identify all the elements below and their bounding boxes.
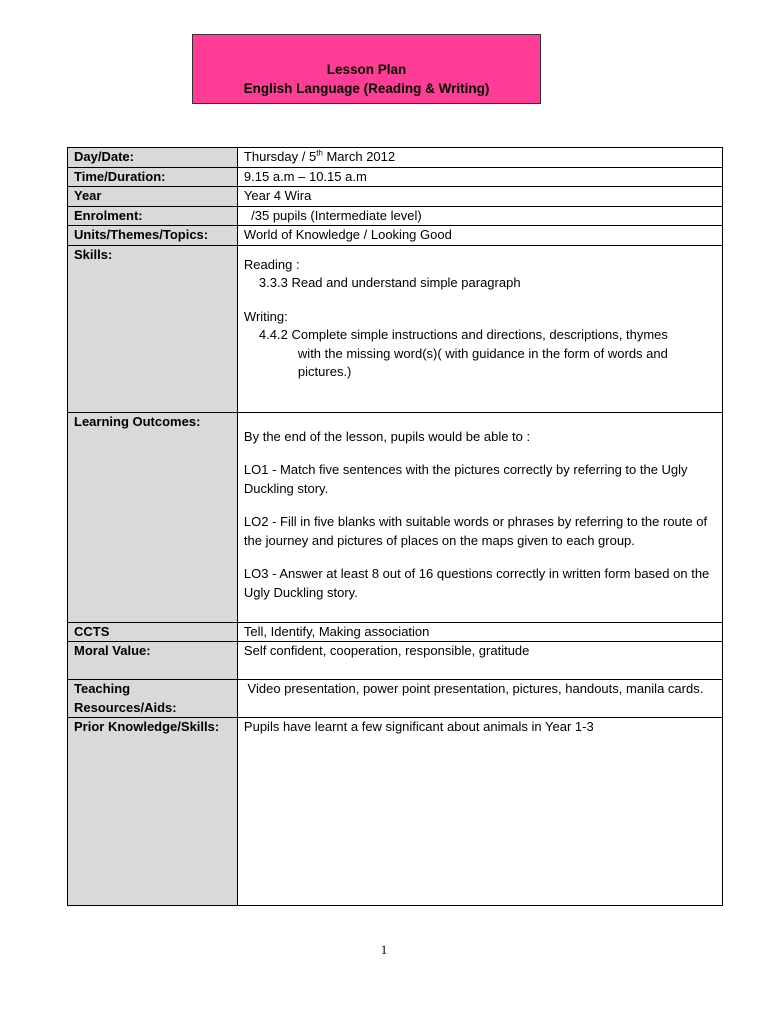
learning-outcome-3: LO3 - Answer at least 8 out of 16 questions correctly in written form based on the Ugly Duckling story. (243, 566, 710, 600)
teaching-resources-label-line2: Resources/Aids: (74, 699, 177, 715)
skills-writing-item-line2: with the missing word(s)( with guidance in the form of words and (297, 345, 668, 361)
row-learning-outcomes (68, 412, 723, 622)
row-units (68, 226, 723, 246)
label-day-date: Day/Date: (68, 148, 238, 168)
label-enrolment: Enrolment: (68, 206, 238, 226)
day-date-text: Thursday / 5 (243, 149, 317, 164)
skills-writing-heading: Writing: (243, 308, 288, 324)
lesson-plan-table (67, 147, 723, 906)
lesson-plan-title-box (192, 34, 541, 104)
value-teaching-resources: Video presentation, power point presentation, pictures, handouts, manila cards. (237, 680, 722, 718)
row-year (68, 187, 723, 207)
label-year: Year (68, 187, 238, 207)
label-units: Units/Themes/Topics: (68, 226, 238, 246)
value-ccts: Tell, Identify, Making association (237, 622, 722, 642)
row-moral-value (68, 642, 723, 680)
row-day-date (68, 148, 723, 168)
row-skills (68, 245, 723, 412)
day-date-ordinal: th (316, 148, 323, 158)
skills-reading-heading: Reading : (243, 256, 300, 272)
teaching-resources-label-line1: Teaching (74, 681, 131, 696)
label-skills: Skills: (68, 245, 238, 412)
value-learning-outcomes (237, 412, 722, 622)
label-learning-outcomes: Learning Outcomes: (68, 412, 238, 622)
value-skills (237, 245, 722, 412)
document-subtitle: English Language (Reading & Writing) (243, 81, 490, 96)
value-year: Year 4 Wira (237, 187, 722, 207)
value-prior-knowledge: Pupils have learnt a few significant about animals in Year 1-3 (237, 718, 722, 906)
row-teaching-resources (68, 680, 723, 718)
label-time-duration: Time/Duration: (68, 167, 238, 187)
label-teaching-resources (68, 680, 238, 718)
page-number: 1 (380, 942, 388, 957)
learning-outcome-1: LO1 - Match five sentences with the pictures correctly by referring to the Ugly Duckling story. (243, 462, 688, 496)
skills-writing-item-line1: 4.4.2 Complete simple instructions and directions, descriptions, thymes (258, 327, 668, 342)
learning-outcome-2: LO2 - Fill in five blanks with suitable words or phrases by referring to the route of the journey and pictures of places on the maps given to each group. (243, 514, 708, 548)
label-ccts: CCTS (68, 622, 238, 642)
day-date-month: March 2012 (322, 149, 396, 164)
label-moral-value: Moral Value: (68, 642, 238, 680)
learning-outcomes-intro: By the end of the lesson, pupils would be able to : (243, 428, 531, 444)
value-moral-value: Self confident, cooperation, responsible, gratitude (237, 642, 722, 680)
document-title: Lesson Plan (326, 62, 407, 77)
skills-reading-item: 3.3.3 Read and understand simple paragraph (258, 275, 521, 290)
value-time-duration: 9.15 a.m – 10.15 a.m (237, 167, 722, 187)
value-units: World of Knowledge / Looking Good (237, 226, 722, 246)
label-prior-knowledge: Prior Knowledge/Skills: (68, 718, 238, 906)
skills-writing-item-line3: pictures.) (297, 364, 352, 379)
value-day-date (237, 148, 722, 168)
row-time-duration (68, 167, 723, 187)
row-ccts (68, 622, 723, 642)
row-enrolment (68, 206, 723, 226)
value-enrolment: /35 pupils (Intermediate level) (237, 206, 722, 226)
row-prior-knowledge (68, 718, 723, 906)
